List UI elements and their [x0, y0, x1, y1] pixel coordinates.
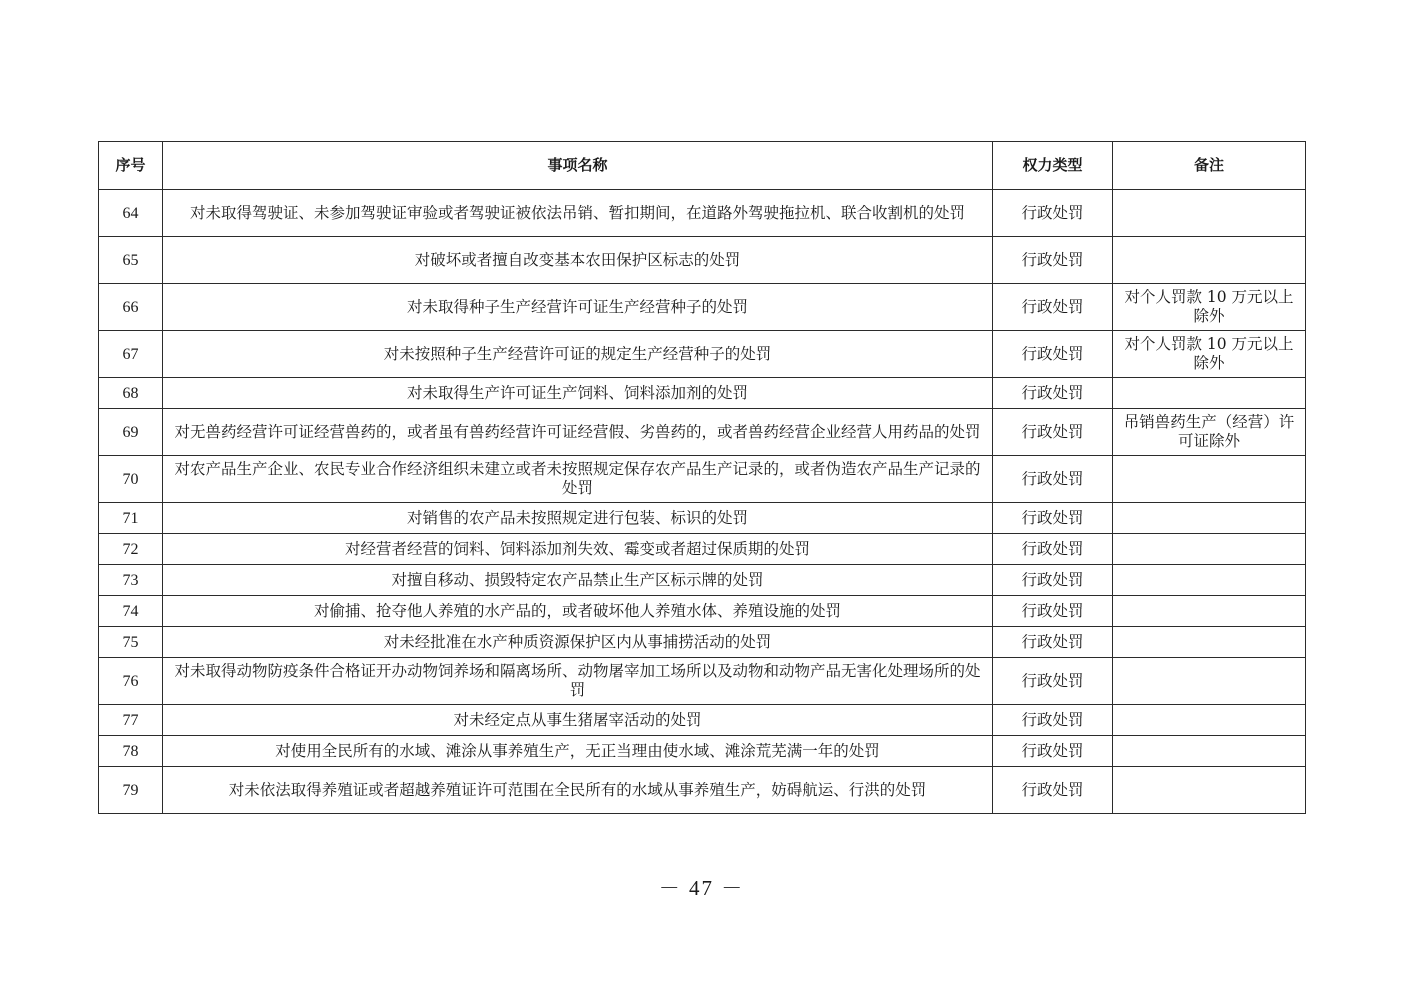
row-item-name: 对未取得驾驶证、未参加驾驶证审验或者驾驶证被依法吊销、暂扣期间，在道路外驾驶拖拉机、联合收割机的处罚 — [163, 190, 993, 237]
row-power-type: 行政处罚 — [993, 767, 1113, 814]
header-item-name: 事项名称 — [163, 142, 993, 190]
row-note — [1113, 190, 1306, 237]
row-power-type: 行政处罚 — [993, 237, 1113, 284]
row-note — [1113, 503, 1306, 534]
row-item-name: 对农产品生产企业、农民专业合作经济组织未建立或者未按照规定保存农产品生产记录的，或者伪造农产品生产记录的处罚 — [163, 456, 993, 503]
row-item-name: 对未取得生产许可证生产饲料、饲料添加剂的处罚 — [163, 378, 993, 409]
page-number: － 47 － — [658, 876, 745, 900]
row-item-name: 对未取得种子生产经营许可证生产经营种子的处罚 — [163, 284, 993, 331]
table-row — [99, 331, 1306, 378]
header-index: 序号 — [99, 142, 163, 190]
row-power-type: 行政处罚 — [993, 736, 1113, 767]
row-index: 68 — [99, 378, 163, 409]
row-item-name: 对经营者经营的饲料、饲料添加剂失效、霉变或者超过保质期的处罚 — [163, 534, 993, 565]
table-row — [99, 456, 1306, 503]
table-row — [99, 503, 1306, 534]
row-item-name: 对破坏或者擅自改变基本农田保护区标志的处罚 — [163, 237, 993, 284]
table-row — [99, 736, 1306, 767]
table-row — [99, 565, 1306, 596]
row-item-name: 对未经定点从事生猪屠宰活动的处罚 — [163, 705, 993, 736]
row-item-name: 对销售的农产品未按照规定进行包装、标识的处罚 — [163, 503, 993, 534]
row-note — [1113, 596, 1306, 627]
table-row — [99, 237, 1306, 284]
row-note — [1113, 378, 1306, 409]
row-power-type: 行政处罚 — [993, 190, 1113, 237]
row-index: 69 — [99, 409, 163, 456]
authority-table — [98, 141, 1306, 814]
table-row — [99, 596, 1306, 627]
row-power-type: 行政处罚 — [993, 596, 1113, 627]
row-power-type: 行政处罚 — [993, 409, 1113, 456]
row-index: 72 — [99, 534, 163, 565]
row-index: 74 — [99, 596, 163, 627]
table-header-row — [99, 142, 1306, 190]
row-item-name: 对未经批准在水产种质资源保护区内从事捕捞活动的处罚 — [163, 627, 993, 658]
row-item-name: 对未按照种子生产经营许可证的规定生产经营种子的处罚 — [163, 331, 993, 378]
row-power-type: 行政处罚 — [993, 705, 1113, 736]
row-index: 71 — [99, 503, 163, 534]
row-power-type: 行政处罚 — [993, 658, 1113, 705]
header-power-type: 权力类型 — [993, 142, 1113, 190]
row-item-name: 对未取得动物防疫条件合格证开办动物饲养场和隔离场所、动物屠宰加工场所以及动物和动物产品无害化处理场所的处罚 — [163, 658, 993, 705]
row-note — [1113, 627, 1306, 658]
row-note — [1113, 736, 1306, 767]
table-row — [99, 534, 1306, 565]
row-power-type: 行政处罚 — [993, 331, 1113, 378]
row-item-name: 对偷捕、抢夺他人养殖的水产品的，或者破坏他人养殖水体、养殖设施的处罚 — [163, 596, 993, 627]
row-index: 76 — [99, 658, 163, 705]
row-note: 吊销兽药生产（经营）许可证除外 — [1113, 409, 1306, 456]
header-note: 备注 — [1113, 142, 1306, 190]
row-index: 75 — [99, 627, 163, 658]
row-item-name: 对使用全民所有的水域、滩涂从事养殖生产，无正当理由使水域、滩涂荒芜满一年的处罚 — [163, 736, 993, 767]
row-item-name: 对擅自移动、损毁特定农产品禁止生产区标示牌的处罚 — [163, 565, 993, 596]
row-index: 73 — [99, 565, 163, 596]
row-power-type: 行政处罚 — [993, 378, 1113, 409]
table-row — [99, 409, 1306, 456]
row-index: 77 — [99, 705, 163, 736]
row-note — [1113, 767, 1306, 814]
row-note — [1113, 705, 1306, 736]
row-index: 65 — [99, 237, 163, 284]
row-power-type: 行政处罚 — [993, 534, 1113, 565]
row-index: 67 — [99, 331, 163, 378]
row-index: 79 — [99, 767, 163, 814]
table-row — [99, 190, 1306, 237]
row-note — [1113, 534, 1306, 565]
table-row — [99, 378, 1306, 409]
table-row — [99, 658, 1306, 705]
row-power-type: 行政处罚 — [993, 503, 1113, 534]
row-power-type: 行政处罚 — [993, 565, 1113, 596]
table-row — [99, 767, 1306, 814]
row-note: 对个人罚款 10 万元以上除外 — [1113, 331, 1306, 378]
row-item-name: 对无兽药经营许可证经营兽药的，或者虽有兽药经营许可证经营假、劣兽药的，或者兽药经营企业经营人用药品的处罚 — [163, 409, 993, 456]
row-note — [1113, 565, 1306, 596]
row-note — [1113, 658, 1306, 705]
row-note: 对个人罚款 10 万元以上除外 — [1113, 284, 1306, 331]
row-index: 66 — [99, 284, 163, 331]
row-item-name: 对未依法取得养殖证或者超越养殖证许可范围在全民所有的水域从事养殖生产，妨碍航运、行洪的处罚 — [163, 767, 993, 814]
row-index: 64 — [99, 190, 163, 237]
row-index: 78 — [99, 736, 163, 767]
table-row — [99, 627, 1306, 658]
row-index: 70 — [99, 456, 163, 503]
row-power-type: 行政处罚 — [993, 284, 1113, 331]
row-note — [1113, 237, 1306, 284]
row-note — [1113, 456, 1306, 503]
row-power-type: 行政处罚 — [993, 456, 1113, 503]
table-row — [99, 284, 1306, 331]
table-row — [99, 705, 1306, 736]
row-power-type: 行政处罚 — [993, 627, 1113, 658]
